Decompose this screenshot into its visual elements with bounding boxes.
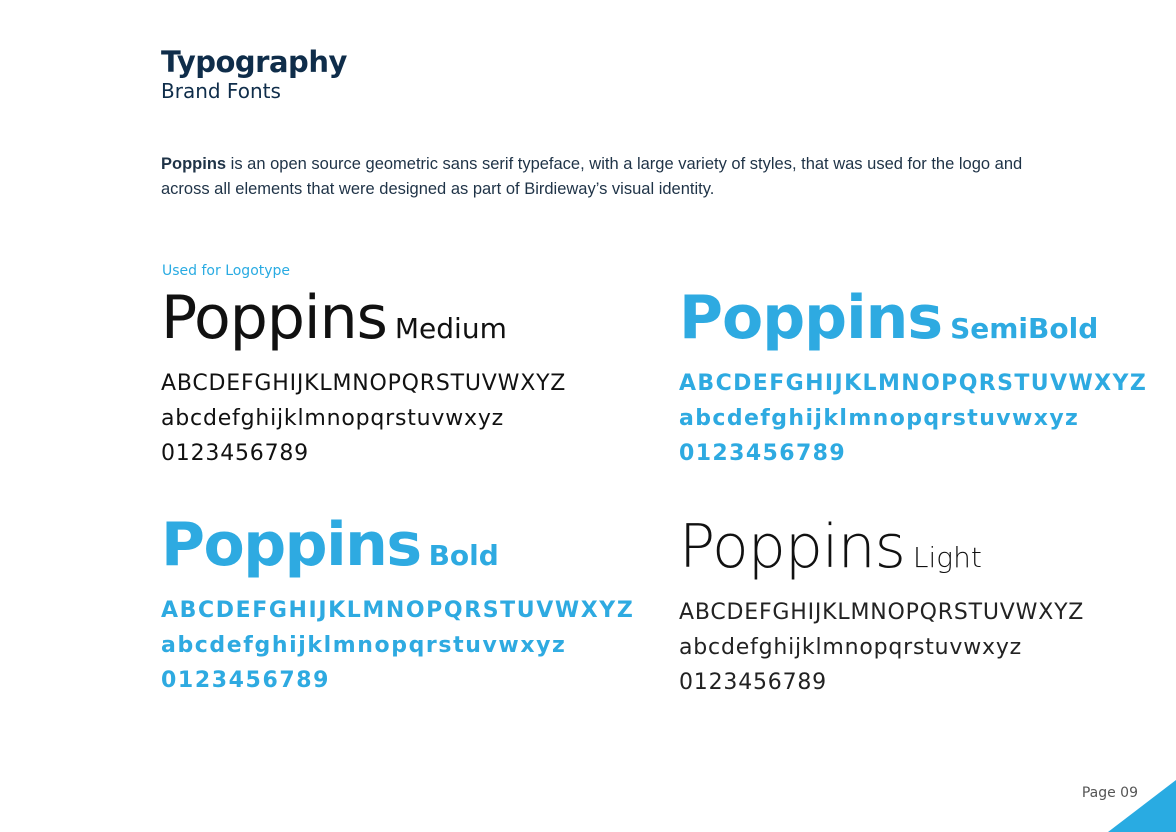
digits-sample: 0123456789 — [679, 441, 847, 466]
page-subtitle: Brand Fonts — [161, 79, 281, 103]
font-weight-label: SemiBold — [950, 312, 1099, 345]
intro-font-name: Poppins — [161, 155, 227, 173]
font-name: Poppins — [679, 512, 905, 582]
page-number: Page 09 — [1081, 785, 1138, 801]
font-sample-medium — [161, 283, 567, 471]
lowercase-sample: abcdefghijklmnopqrstuvwxyz — [679, 635, 1023, 660]
intro-paragraph — [161, 152, 1041, 202]
font-sample-bold — [161, 510, 635, 698]
font-heading — [679, 283, 1147, 353]
font-heading — [679, 512, 1084, 582]
lowercase-sample: abcdefghijklmnopqrstuvwxyz — [161, 633, 567, 658]
uppercase-sample: ABCDEFGHIJKLMNOPQRSTUVWXYZ — [161, 598, 635, 623]
uppercase-sample: ABCDEFGHIJKLMNOPQRSTUVWXYZ — [161, 371, 567, 396]
font-sample-semibold — [679, 283, 1148, 471]
lowercase-sample: abcdefghijklmnopqrstuvwxyz — [679, 406, 1080, 431]
intro-text: is an open source geometric sans serif typeface, with a large variety of styles, that was used for the logo and across all elements that were designed as part of Birdieway’s visual identity. — [161, 155, 1023, 198]
font-heading — [161, 510, 634, 580]
font-heading — [161, 283, 566, 353]
font-weight-label: Bold — [428, 539, 499, 572]
page-title: Typography — [161, 45, 347, 79]
digits-sample: 0123456789 — [161, 668, 331, 693]
font-weight-label: Light — [912, 541, 982, 574]
font-name: Poppins — [161, 283, 387, 353]
uppercase-sample: ABCDEFGHIJKLMNOPQRSTUVWXYZ — [679, 600, 1085, 625]
font-name: Poppins — [161, 510, 421, 580]
digits-sample: 0123456789 — [679, 670, 827, 695]
font-weight-label: Medium — [394, 312, 507, 345]
font-sample-light — [679, 512, 1085, 700]
corner-accent-triangle — [1108, 780, 1176, 832]
uppercase-sample: ABCDEFGHIJKLMNOPQRSTUVWXYZ — [679, 371, 1148, 396]
font-name: Poppins — [679, 283, 943, 353]
lowercase-sample: abcdefghijklmnopqrstuvwxyz — [161, 406, 505, 431]
digits-sample: 0123456789 — [161, 441, 309, 466]
logotype-caption: Used for Logotype — [162, 263, 291, 279]
